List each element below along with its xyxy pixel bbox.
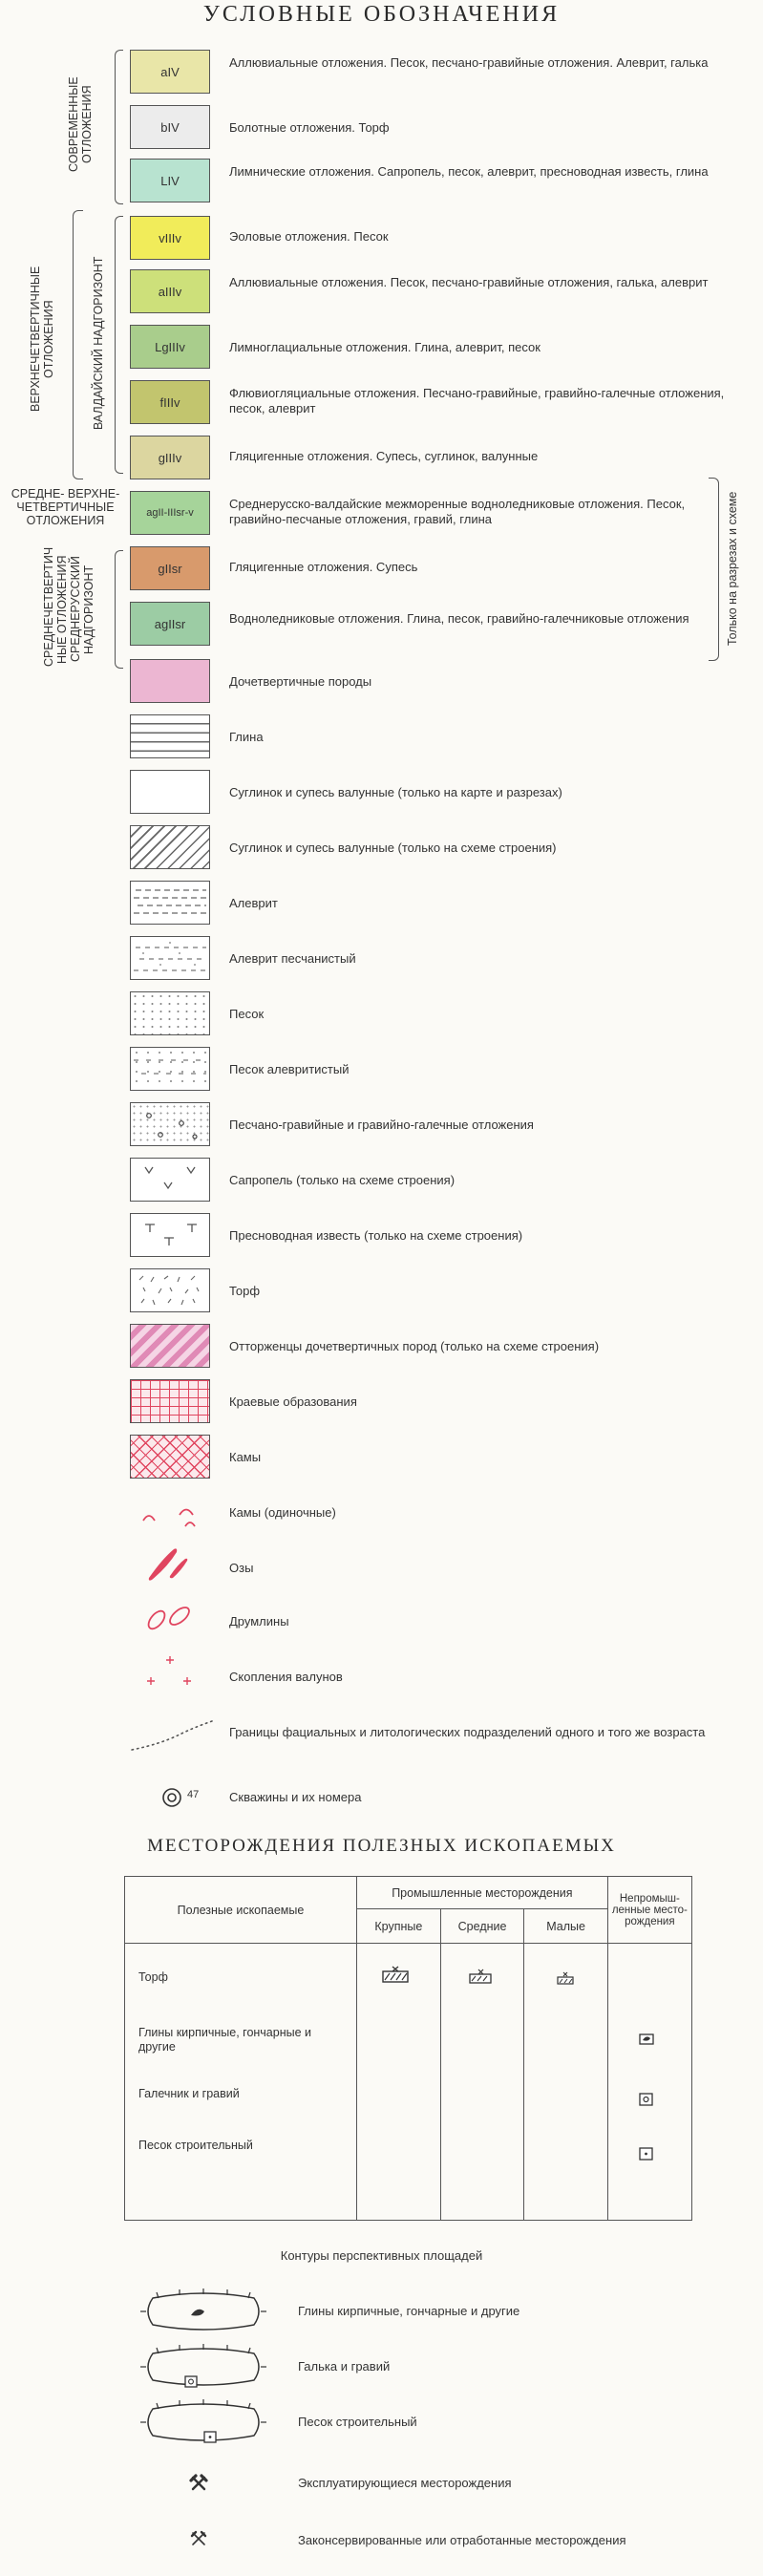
deposits-table	[124, 1876, 692, 2221]
code-label: aIIIv	[158, 284, 182, 299]
drumlin-icon	[130, 1601, 216, 1635]
swatch-gIIsr	[130, 546, 210, 590]
desc-lith: Сапропель (только на схеме строения)	[229, 1173, 456, 1187]
swatch-fIIIv	[130, 380, 210, 424]
perspective-gravel-label: Галька и гравий	[298, 2359, 391, 2374]
desc-lith: Песок алевритистый	[229, 1062, 350, 1076]
group-valdai: ВАЛДАЙСКИЙ НАДГОРИЗОНТ	[92, 256, 105, 430]
gravel-icon	[130, 1102, 210, 1146]
desc-aIV: Аллювиальные отложения. Песок, песчано-гравийные отложения. Алеврит, галька	[229, 55, 709, 70]
gravel-nonindustrial-icon	[637, 2092, 656, 2107]
dotted-boundary-icon	[130, 1717, 216, 1756]
kame-arcs-icon	[130, 1501, 216, 1530]
swatch-LgIIIv	[130, 325, 210, 369]
perspective-sand-label: Песок строительный	[298, 2415, 417, 2429]
desc-lith: Суглинок и супесь валунные (только на карте и разрезах)	[229, 785, 562, 799]
desc-agIIsr: Водноледниковые отложения. Глина, песок, гравийно-галечниковые отложения	[229, 611, 689, 626]
code-label: gIIIv	[158, 450, 182, 465]
deposits-title: МЕСТОРОЖДЕНИЯ ПОЛЕЗНЫХ ИСКОПАЕМЫХ	[147, 1836, 616, 1856]
desc-lith: Алеврит песчанистый	[229, 951, 356, 966]
peat-medium-deposit-icon	[466, 1967, 495, 1986]
esker-icon	[130, 1540, 216, 1584]
desc-symbol: Камы (одиночные)	[229, 1505, 336, 1520]
small-cell	[524, 1944, 607, 2221]
boulder-cross-icon	[130, 1652, 216, 1692]
bracket-mid-quat	[115, 550, 123, 669]
limestone-icon	[130, 1213, 210, 1257]
desc-LIV: Лимнические отложения. Сапропель, песок, алеврит, пресноводная известь, глина	[229, 164, 709, 179]
perspective-title: Контуры перспективных площадей	[280, 2248, 483, 2263]
col-industrial: Промышленные месторождения	[357, 1877, 608, 1909]
code-label: agII-IIIsr-v	[146, 507, 194, 519]
swatch-gIIIv	[130, 436, 210, 479]
desc-lith: Краевые образования	[229, 1394, 357, 1409]
table-row: Песок строительный	[138, 2139, 253, 2152]
red-crosshatch-icon	[130, 1435, 210, 1479]
desc-fIIIv: Флювиогляциальные отложения. Песчано-гравийные, гравийно-галечные отложения, песок, алеврит	[229, 386, 725, 415]
desc-symbol: Озы	[229, 1561, 254, 1575]
code-label: LIV	[160, 173, 180, 188]
desc-gIIsr: Гляцигенные отложения. Супесь	[229, 560, 418, 574]
group-mid-quat: СРЕДНЕЧЕТВЕРТИЧ НЫЕ ОТЛОЖЕНИЯ СРЕДНЕРУССКИЙ НАДГОРИЗОНТ	[42, 546, 95, 667]
perspective-sand-contour-icon	[141, 2403, 265, 2441]
code-label: bIV	[160, 119, 180, 135]
desc-lith: Песчано-гравийные и гравийно-галечные отложения	[229, 1118, 534, 1132]
perspective-gravel-contour-icon	[141, 2348, 265, 2386]
borehole-icon	[160, 1786, 183, 1809]
page-title: УСЛОВНЫЕ ОБОЗНАЧЕНИЯ	[202, 2, 561, 27]
swatch-agII-IIIsr-v	[130, 491, 210, 535]
desc-symbol: Скважины и их номера	[229, 1790, 362, 1804]
peat-icon	[130, 1268, 210, 1312]
diagonal-hatch-icon	[130, 825, 210, 869]
group-upper-quat: ВЕРХНЕЧЕТВЕРТИЧНЫЕ ОТЛОЖЕНИЯ	[29, 266, 55, 413]
desc-aIIIv: Аллювиальные отложения. Песок, песчано-гравийные отложения, галька, алеврит	[229, 275, 709, 289]
group-sections-only: Только на разрезах и схеме	[726, 491, 739, 646]
conserved-label: Законсервированные или отработанные месторождения	[298, 2533, 626, 2547]
bracket-modern	[115, 50, 123, 204]
code-label: fIIIv	[159, 394, 180, 410]
group-modern: СОВРЕМЕННЫЕ ОТЛОЖЕНИЯ	[67, 76, 94, 172]
clay-nonindustrial-icon	[637, 2032, 656, 2047]
code-label: vIIIv	[159, 230, 181, 245]
code-label: LgIIIv	[155, 339, 185, 354]
table-row: Глины кирпичные, гончарные и другие	[138, 2026, 312, 2054]
peat-large-deposit-icon	[381, 1965, 410, 1984]
desc-bIV: Болотные отложения. Торф	[229, 120, 390, 135]
minerals-cell	[125, 1944, 357, 2221]
swatch-agIIsr	[130, 602, 210, 646]
group-mid-upper: СРЕДНЕ- ВЕРХНЕ- ЧЕТВЕРТИЧНЫЕ ОТЛОЖЕНИЯ	[11, 487, 120, 527]
code-label: agIIsr	[154, 616, 186, 631]
medium-cell	[440, 1944, 524, 2221]
silt-dash-icon	[130, 881, 210, 925]
code-label: aIV	[160, 64, 180, 79]
swatch-aIV	[130, 50, 210, 94]
col-nonindustrial: Непромыш-ленные место-рождения	[607, 1877, 691, 1944]
desc-lith: Суглинок и супесь валунные (только на схеме строения)	[229, 841, 557, 855]
desc-symbol: Скопления валунов	[229, 1670, 343, 1684]
clay-lines-icon	[130, 714, 210, 758]
sand-dots-icon	[130, 991, 210, 1035]
col-medium: Средние	[440, 1909, 524, 1944]
bracket-upper-quat	[73, 210, 83, 479]
blank-icon	[130, 770, 210, 814]
exploited-deposit-icon	[189, 2474, 208, 2493]
col-large: Крупные	[357, 1909, 441, 1944]
nonindustrial-cell	[607, 1944, 691, 2221]
perspective-clay-contour-icon	[141, 2292, 265, 2331]
perspective-clay-label: Глины кирпичные, гончарные и другие	[298, 2304, 520, 2318]
desc-lith: Алеврит	[229, 896, 278, 910]
silty-sand-icon	[130, 1047, 210, 1091]
table-row: Торф	[138, 1970, 168, 1984]
col-minerals: Полезные ископаемые	[125, 1877, 357, 1944]
swatch-bIV	[130, 105, 210, 149]
exploited-label: Эксплуатирующиеся месторождения	[298, 2476, 512, 2490]
desc-lith: Торф	[229, 1284, 261, 1298]
swatch-LIV	[130, 159, 210, 202]
desc-lith: Камы	[229, 1450, 262, 1464]
desc-lith: Пресноводная известь (только на схеме строения)	[229, 1228, 523, 1243]
desc-lith: Дочетвертичные породы	[229, 674, 372, 689]
desc-lith: Песок	[229, 1007, 265, 1021]
desc-vIIIv: Эоловые отложения. Песок	[229, 229, 389, 244]
code-label: gIIsr	[158, 561, 182, 576]
desc-symbol: Границы фациальных и литологических подразделений одного и того же возраста	[229, 1725, 706, 1739]
swatch-aIIIv	[130, 269, 210, 313]
sapropel-icon	[130, 1158, 210, 1202]
desc-symbol: Друмлины	[229, 1614, 289, 1629]
red-grid-icon	[130, 1379, 210, 1423]
pink-stripes-icon	[130, 1324, 210, 1368]
col-small: Малые	[524, 1909, 607, 1944]
large-cell	[357, 1944, 441, 2221]
desc-agII-IIIsr-v: Среднерусско-валдайские межморенные водноледниковые отложения. Песок, гравийно-песчаные отложения, гравий, глина	[229, 497, 686, 526]
swatch-vIIIv	[130, 216, 210, 260]
borehole-number: 47	[187, 1789, 200, 1800]
peat-small-deposit-icon	[551, 1969, 580, 1988]
desc-gIIIv: Гляцигенные отложения. Супесь, суглинок, валунные	[229, 449, 539, 463]
desc-lith: Глина	[229, 730, 264, 744]
bracket-valdai	[115, 216, 123, 474]
sand-nonindustrial-icon	[637, 2146, 656, 2161]
desc-LgIIIv: Лимноглациальные отложения. Глина, алеврит, песок	[229, 340, 540, 354]
pink-fill-icon	[130, 659, 210, 703]
sandy-silt-icon	[130, 936, 210, 980]
table-row: Галечник и гравий	[138, 2087, 240, 2100]
desc-lith: Отторженцы дочетвертичных пород (только на схеме строения)	[229, 1339, 600, 1353]
conserved-deposit-icon	[189, 2529, 208, 2548]
